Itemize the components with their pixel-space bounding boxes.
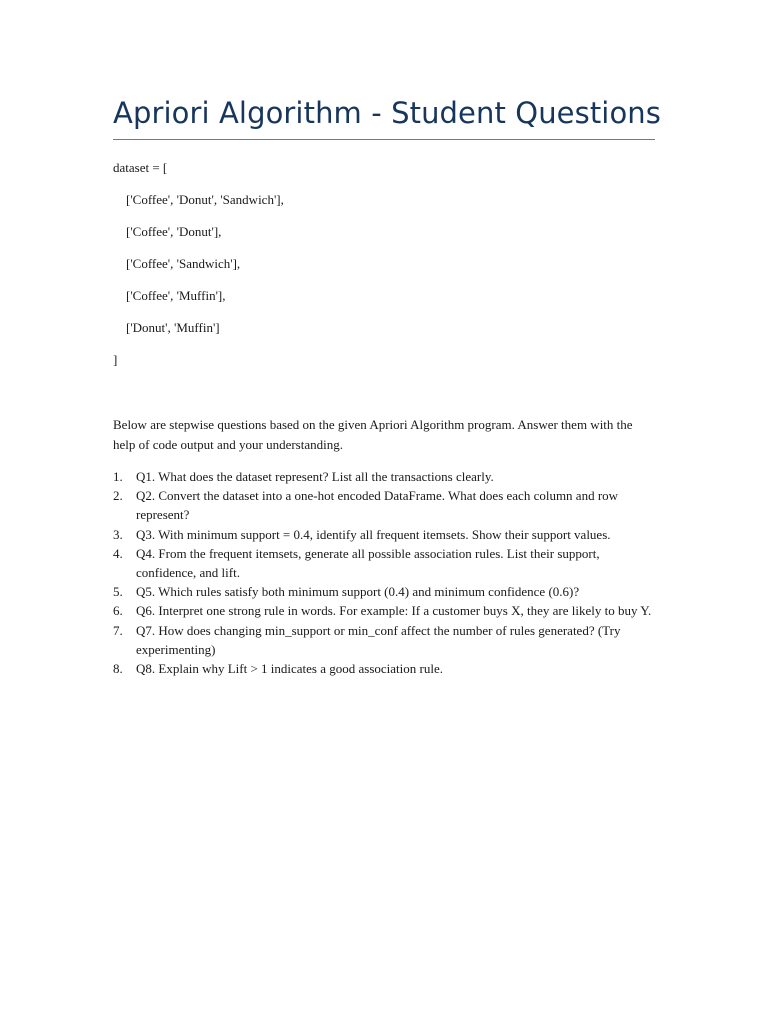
question-text: Q7. How does changing min_support or min_conf affect the number of rules generated? (Try experimenting) <box>136 622 621 657</box>
document-title: Apriori Algorithm - Student Questions <box>113 96 661 130</box>
title-underline <box>113 139 655 140</box>
question-number: 7. <box>113 622 123 638</box>
question-number: 3. <box>113 526 123 542</box>
question-item <box>113 486 661 524</box>
question-number: 5. <box>113 584 123 600</box>
question-item <box>113 525 661 544</box>
question-number: 6. <box>113 603 123 619</box>
question-text: Q8. Explain why Lift > 1 indicates a good association rule. <box>136 661 443 677</box>
question-number: 2. <box>113 488 123 504</box>
question-number: 1. <box>113 469 123 484</box>
question-text: Q1. What does the dataset represent? List all the transactions clearly. <box>136 469 494 484</box>
question-item <box>113 621 661 659</box>
dataset-line: ['Donut', 'Muffin'] <box>113 320 220 335</box>
question-text: Q6. Interpret one strong rule in words. For example: If a customer buys X, they are likely to buy Y. <box>136 603 652 619</box>
dataset-line: ['Coffee', 'Donut', 'Sandwich'], <box>113 192 284 207</box>
dataset-line: ['Coffee', 'Sandwich'], <box>113 256 241 271</box>
question-item <box>113 601 661 620</box>
dataset-line: dataset = [ <box>113 160 168 175</box>
questions-list <box>113 467 661 678</box>
question-text: Q5. Which rules satisfy both minimum support (0.4) and minimum confidence (0.6)? <box>136 584 580 600</box>
question-text: Q4. From the frequent itemsets, generate all possible association rules. List their support, confidence, and lift. <box>136 545 600 581</box>
question-item <box>113 582 661 601</box>
dataset-line: ['Coffee', 'Muffin'], <box>113 288 226 303</box>
question-item <box>113 659 661 678</box>
question-item <box>113 467 661 486</box>
question-item <box>113 544 661 582</box>
question-number: 4. <box>113 545 123 561</box>
question-number: 8. <box>113 661 123 677</box>
dataset-line: ['Coffee', 'Donut'], <box>113 224 222 239</box>
question-text: Q2. Convert the dataset into a one-hot encoded DataFrame. What does each column and row represent? <box>136 488 619 523</box>
intro-paragraph: Below are stepwise questions based on the given Apriori Algorithm program. Answer them with the help of code output and your understanding. <box>113 417 633 452</box>
question-text: Q3. With minimum support = 0.4, identify all frequent itemsets. Show their support values. <box>136 526 611 542</box>
dataset-line: ] <box>113 352 118 367</box>
